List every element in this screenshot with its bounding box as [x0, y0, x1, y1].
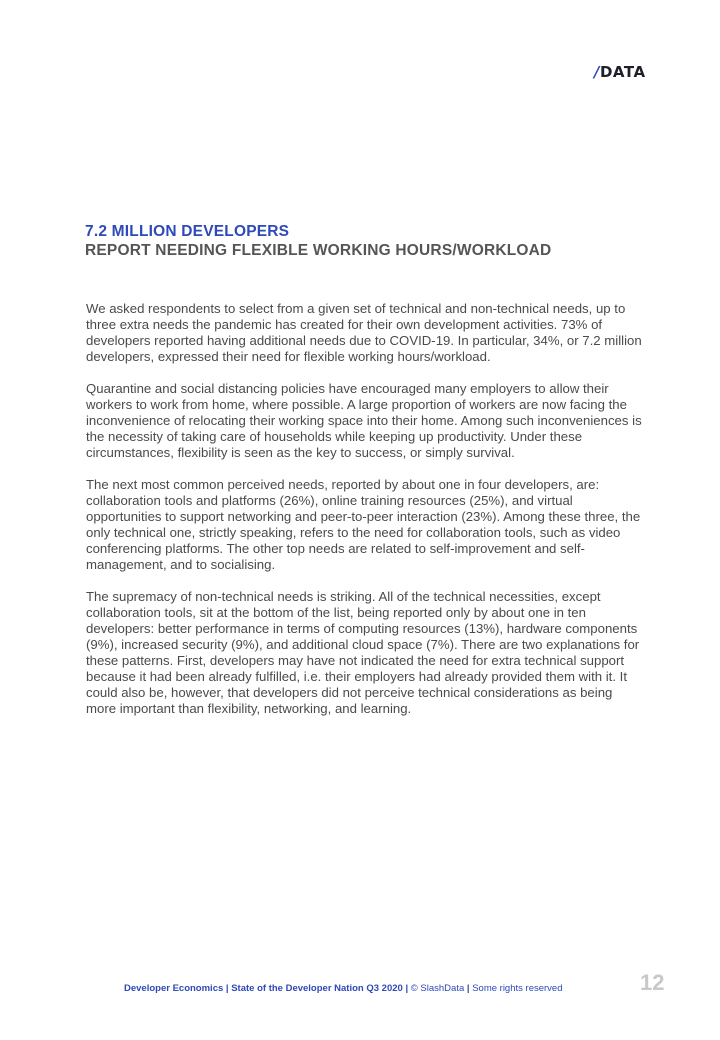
section-heading [85, 222, 685, 260]
footer-separator: | [225, 983, 229, 994]
paragraph: The next most common perceived needs, reported by about one in four developers, are: collaboration tools and platforms (26%), online training resources (25%), and virtual opportunities to support networking and peer-to-peer interaction (23%). Among these three, the only technical one, strictly speaking, refers to the need for collaboration tools, such as video conferencing platforms. The other top needs are related to self-improvement and self-management, and to socialising. [86, 477, 641, 572]
logo-slash: / [594, 63, 600, 81]
slashdata-logo [594, 64, 646, 80]
page-number: 12 [640, 970, 665, 995]
paragraph: The supremacy of non-technical needs is striking. All of the technical necessities, except collaboration tools, sit at the bottom of the list, being reported only by about one in ten developers: better performance in terms of computing resources (13%), hardware components (9%), increased security (9%), and additional cloud space (7%). There are two explanations for these patterns. First, developers may have not indicated the need for extra technical support because it had been already fulfilled, i.e. their employers had already provided them with it. It could also be, however, that developers did not perceive technical considerations as being more important than flexibility, networking, and learning. [86, 589, 640, 716]
footer-rights: Some rights reserved [472, 983, 563, 994]
paragraph: We asked respondents to select from a given set of technical and non-technical needs, up to three extra needs the pandemic has created for their own development activities. 73% of developers reported having additional needs due to COVID-19. In particular, 34%, or 7.2 million developers, expressed their need for flexible working hours/workload. [86, 301, 642, 364]
paragraph: Quarantine and social distancing policies have encouraged many employers to allow their workers to work from home, where possible. A large proportion of workers are now facing the inconvenience of relocating their working space into their home. Among such inconveniences is the necessity of taking care of households while keeping up productivity. Under these circumstances, flexibility is seen as the key to success, or simply survival. [86, 381, 642, 460]
body-text [86, 301, 642, 733]
logo-text: DATA [599, 63, 646, 81]
footer-separator: | [405, 983, 409, 994]
footer-separator: | [466, 983, 470, 994]
footer-edition: State of the Developer Nation Q3 2020 [231, 983, 403, 994]
heading-line-1: 7.2 MILLION DEVELOPERS [85, 223, 290, 240]
footer-report: Developer Economics [124, 983, 224, 994]
footer-copyright: © SlashData [410, 983, 465, 994]
heading-line-2: REPORT NEEDING FLEXIBLE WORKING HOURS/WORKLOAD [85, 242, 552, 259]
page-footer [124, 983, 563, 995]
